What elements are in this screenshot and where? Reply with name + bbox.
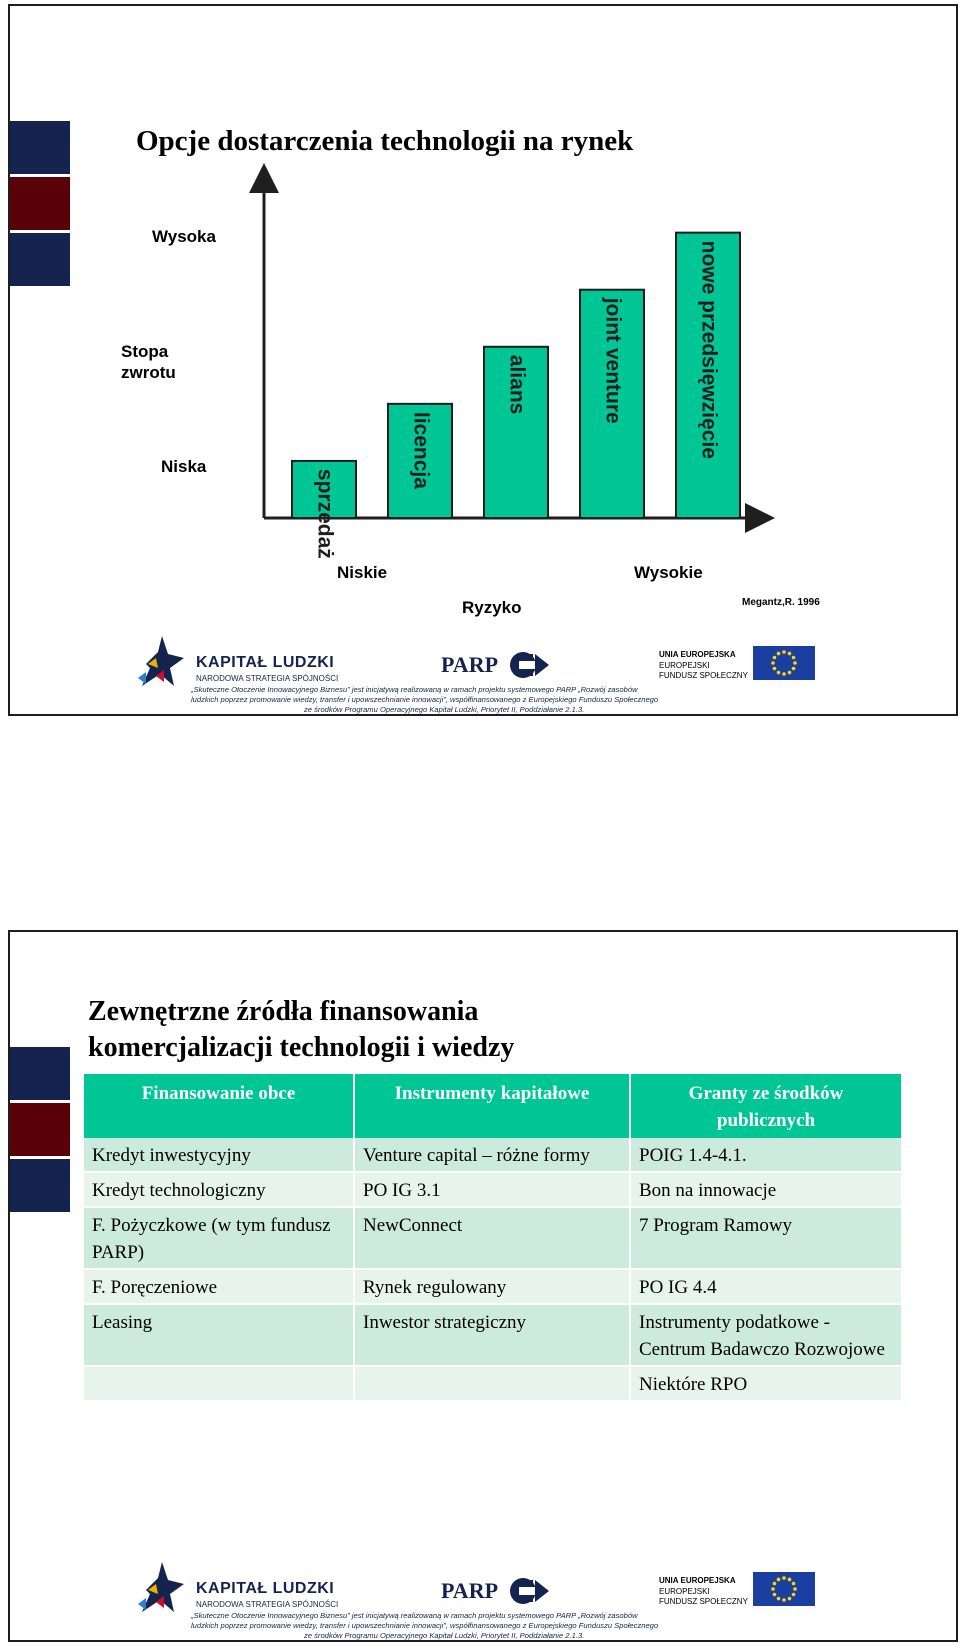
table-cell: Venture capital – różne formy	[354, 1138, 630, 1172]
bar-label-2: licencja	[409, 411, 433, 489]
column-header: Instrumenty kapitałowe	[354, 1074, 630, 1138]
footer-text-line3: ze środków Programu Operacyjnego Kapitał Ludzki, Priorytet II, Poddziałanie 2.1.3.	[304, 705, 585, 714]
footer-logos	[136, 1560, 856, 1638]
kapital-ludzki-logo-text: KAPITAŁ LUDZKI	[196, 654, 335, 671]
financing-table	[84, 1074, 903, 1402]
kapital-ludzki-star-icon	[136, 634, 191, 694]
table-cell: Inwestor strategiczny	[354, 1304, 630, 1366]
table-cell: NewConnect	[354, 1207, 630, 1269]
table-cell: PO IG 4.4	[630, 1269, 902, 1304]
bar-chart	[10, 6, 958, 636]
bar-label-5: nowe przedsięwzięcie	[697, 240, 721, 459]
table-header-row	[84, 1074, 902, 1138]
parp-arrow-icon	[509, 1574, 551, 1608]
kapital-ludzki-star-icon	[136, 1560, 191, 1620]
table-cell: Leasing	[84, 1304, 354, 1366]
eu-text-line1: UNIA EUROPEJSKA	[659, 1576, 736, 1585]
footer-logos	[136, 634, 856, 712]
table-cell: Niektóre RPO	[630, 1366, 902, 1401]
table-cell: Kredyt technologiczny	[84, 1172, 354, 1207]
eu-text-line3: FUNDUSZ SPOŁECZNY	[659, 671, 748, 680]
table-cell: POIG 1.4-4.1.	[630, 1138, 902, 1172]
table-row	[84, 1269, 902, 1304]
eu-flag-icon	[753, 646, 815, 680]
y-axis-label-line2: zwrotu	[121, 363, 176, 382]
slide-title-line1: Zewnętrzne źródła finansowania	[88, 996, 479, 1027]
table-cell: PO IG 3.1	[354, 1172, 630, 1207]
bar-label-3: alians	[505, 354, 529, 415]
slide-technology-options	[8, 4, 958, 716]
footer-text-line1: „Skuteczne Otoczenie Innowacyjnego Biznesu” jest inicjatywą realizowaną w ramach projektu systemowego PARP „Rozwój zasobów	[191, 1611, 638, 1620]
x-axis-label: Ryzyko	[462, 598, 522, 617]
footer-text-line2: ludzkich poprzez promowanie wiedzy, transfer i upowszechnianie innowacji”, współfinansowanego z Europejskiego Funduszu Społecznego	[191, 1621, 659, 1630]
table-cell	[354, 1366, 630, 1401]
parp-logo-text: PARP	[441, 652, 499, 677]
table-cell: Bon na innowacje	[630, 1172, 902, 1207]
table-row	[84, 1172, 902, 1207]
table-cell: F. Poręczeniowe	[84, 1269, 354, 1304]
y-label-high: Wysoka	[152, 227, 216, 246]
parp-logo-text: PARP	[441, 1578, 499, 1603]
parp-arrow-icon	[509, 648, 551, 682]
table-cell: Instrumenty podatkowe - Centrum Badawczo Rozwojowe	[630, 1304, 902, 1366]
slide-decoration-bar	[10, 1047, 70, 1215]
table-cell	[84, 1366, 354, 1401]
table-cell: Rynek regulowany	[354, 1269, 630, 1304]
slide-title-line2: komercjalizacji technologii i wiedzy	[88, 1032, 515, 1063]
slide-title	[88, 994, 514, 1066]
bar-label-1: sprzedaż	[313, 468, 337, 559]
kapital-ludzki-subtitle: NARODOWA STRATEGIA SPÓJNOŚCI	[196, 1600, 339, 1609]
eu-text-line3: FUNDUSZ SPOŁECZNY	[659, 1597, 748, 1606]
column-header: Granty ze środków publicznych	[630, 1074, 902, 1138]
table-row	[84, 1138, 902, 1172]
footer-text-line3: ze środków Programu Operacyjnego Kapitał Ludzki, Priorytet II, Poddziałanie 2.1.3.	[304, 1631, 585, 1640]
x-label-low: Niskie	[337, 563, 388, 582]
y-axis-label-line1: Stopa	[121, 342, 169, 361]
footer-text-line1: „Skuteczne Otoczenie Innowacyjnego Biznesu” jest inicjatywą realizowaną w ramach projektu systemowego PARP „Rozwój zasobów	[191, 685, 638, 694]
table-cell: 7 Program Ramowy	[630, 1207, 902, 1269]
eu-text-line2: EUROPEJSKI	[659, 661, 710, 670]
kapital-ludzki-logo-text: KAPITAŁ LUDZKI	[196, 1580, 335, 1597]
eu-text-line1: UNIA EUROPEJSKA	[659, 650, 736, 659]
table-row	[84, 1207, 902, 1269]
source-citation: Megantz,R. 1996	[742, 597, 820, 608]
eu-flag-icon	[753, 1572, 815, 1606]
table-cell: Kredyt inwestycyjny	[84, 1138, 354, 1172]
x-label-high: Wysokie	[634, 563, 703, 582]
table-row	[84, 1366, 902, 1401]
table-cell: F. Pożyczkowe (w tym fundusz PARP)	[84, 1207, 354, 1269]
kapital-ludzki-subtitle: NARODOWA STRATEGIA SPÓJNOŚCI	[196, 674, 339, 683]
column-header: Finansowanie obce	[84, 1074, 354, 1138]
table-row	[84, 1304, 902, 1366]
y-label-low: Niska	[161, 457, 207, 476]
slide-title: Opcje dostarczenia technologii na rynek	[136, 125, 634, 157]
slide-financing-sources	[8, 930, 958, 1642]
eu-text-line2: EUROPEJSKI	[659, 1587, 710, 1596]
footer-text-line2: ludzkich poprzez promowanie wiedzy, transfer i upowszechnianie innowacji”, współfinansowanego z Europejskiego Funduszu Społecznego	[191, 695, 659, 704]
bar-label-4: joint venture	[601, 297, 625, 424]
